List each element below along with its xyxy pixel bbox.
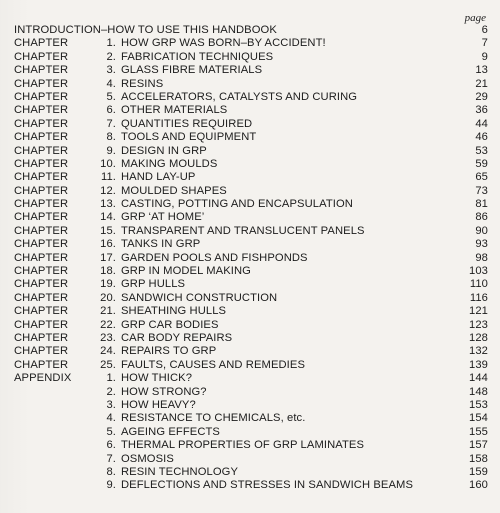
chapter-page: 59 <box>475 157 488 170</box>
appendix-page: 157 <box>469 439 488 452</box>
chapter-page: 132 <box>469 345 488 358</box>
appendix-page: 160 <box>469 479 488 492</box>
chapter-page: 29 <box>475 90 488 103</box>
chapter-page: 93 <box>475 238 488 251</box>
chapter-page: 7 <box>481 37 488 50</box>
chapter-title: HAND LAY-UP <box>121 171 196 184</box>
chapter-page: 90 <box>475 224 488 237</box>
chapter-title: FAULTS, CAUSES AND REMEDIES <box>121 358 306 371</box>
chapter-page: 36 <box>475 104 488 117</box>
chapter-number: 23. <box>100 331 116 344</box>
toc-chapter-row <box>14 185 488 198</box>
appendix-page: 148 <box>469 385 488 398</box>
chapter-title: TOOLS AND EQUIPMENT <box>121 131 257 144</box>
chapter-number: 10. <box>100 157 116 170</box>
chapter-page: 128 <box>469 331 488 344</box>
chapter-label: CHAPTER <box>14 157 69 170</box>
chapter-page: 123 <box>469 318 488 331</box>
page-column-heading: page <box>464 12 486 24</box>
toc-chapter-row <box>14 51 488 64</box>
chapter-label: CHAPTER <box>14 117 69 130</box>
chapter-label: CHAPTER <box>14 198 69 211</box>
appendix-title: HOW HEAVY? <box>121 398 196 411</box>
toc-appendix-row <box>14 412 488 425</box>
toc-chapter-row <box>14 319 488 332</box>
toc-chapter-row <box>14 171 488 184</box>
chapter-label: CHAPTER <box>14 50 69 63</box>
toc-chapter-row <box>14 238 488 251</box>
appendix-page: 154 <box>469 412 488 425</box>
chapter-title: OTHER MATERIALS <box>121 104 228 117</box>
chapter-title: MAKING MOULDS <box>121 157 218 170</box>
chapter-title: GLASS FIBRE MATERIALS <box>121 64 263 77</box>
chapter-page: 53 <box>475 144 488 157</box>
chapter-number: 18. <box>100 265 116 278</box>
chapter-title: FABRICATION TECHNIQUES <box>121 50 274 63</box>
toc-chapter-row <box>14 104 488 117</box>
chapter-page: 73 <box>475 184 488 197</box>
chapter-title: GRP ‘AT HOME’ <box>121 211 205 224</box>
chapter-title: DESIGN IN GRP <box>121 144 207 157</box>
chapter-label: CHAPTER <box>14 291 69 304</box>
toc-appendix-row <box>14 453 488 466</box>
toc-chapter-row <box>14 131 488 144</box>
chapter-page: 110 <box>469 278 488 291</box>
chapter-title: SHEATHING HULLS <box>121 305 227 318</box>
chapter-page: 13 <box>475 64 488 77</box>
chapter-title: RESINS <box>121 77 164 90</box>
appendix-page: 153 <box>469 398 488 411</box>
chapter-number: 20. <box>100 291 116 304</box>
chapter-label: CHAPTER <box>14 211 69 224</box>
toc-chapter-row <box>14 292 488 305</box>
chapter-label: CHAPTER <box>14 238 69 251</box>
chapter-number: 6. <box>106 104 116 117</box>
chapter-page: 46 <box>475 131 488 144</box>
appendix-title: RESISTANCE TO CHEMICALS, etc. <box>121 412 306 425</box>
appendix-page: 158 <box>469 452 488 465</box>
chapter-list <box>14 37 488 372</box>
chapter-title: GRP IN MODEL MAKING <box>121 265 251 278</box>
toc-appendix-row <box>14 399 488 412</box>
chapter-label: CHAPTER <box>14 104 69 117</box>
toc-chapter-row <box>14 118 488 131</box>
toc-appendix-row <box>14 372 488 385</box>
chapter-number: 2. <box>106 50 116 63</box>
chapter-label: CHAPTER <box>14 251 69 264</box>
chapter-number: 12. <box>100 184 116 197</box>
intro-page: 6 <box>481 24 488 36</box>
chapter-title: MOULDED SHAPES <box>121 184 227 197</box>
chapter-number: 8. <box>106 131 116 144</box>
chapter-label: CHAPTER <box>14 77 69 90</box>
chapter-title: CAR BODY REPAIRS <box>121 331 233 344</box>
appendix-number: 2. <box>106 385 116 398</box>
appendix-number: 5. <box>106 425 116 438</box>
chapter-title: GARDEN POOLS AND FISHPONDS <box>121 251 308 264</box>
toc-chapter-row <box>14 37 488 50</box>
table-of-contents <box>14 24 488 493</box>
appendix-title: THERMAL PROPERTIES OF GRP LAMINATES <box>121 439 365 452</box>
toc-intro-row <box>14 24 488 37</box>
toc-chapter-row <box>14 332 488 345</box>
chapter-page: 121 <box>469 305 488 318</box>
appendix-list <box>14 372 488 493</box>
chapter-number: 13. <box>100 198 116 211</box>
toc-chapter-row <box>14 345 488 358</box>
chapter-label: CHAPTER <box>14 131 69 144</box>
appendix-number: 7. <box>106 452 116 465</box>
toc-chapter-row <box>14 265 488 278</box>
chapter-number: 22. <box>100 318 116 331</box>
chapter-label: CHAPTER <box>14 358 69 371</box>
chapter-label: CHAPTER <box>14 171 69 184</box>
chapter-page: 9 <box>481 50 488 63</box>
toc-chapter-row <box>14 78 488 91</box>
chapter-page: 81 <box>475 198 488 211</box>
chapter-page: 44 <box>475 117 488 130</box>
chapter-title: TANKS IN GRP <box>121 238 201 251</box>
chapter-number: 17. <box>100 251 116 264</box>
toc-chapter-row <box>14 359 488 372</box>
toc-appendix-row <box>14 466 488 479</box>
chapter-page: 98 <box>475 251 488 264</box>
appendix-title: OSMOSIS <box>121 452 174 465</box>
chapter-label: CHAPTER <box>14 37 69 50</box>
toc-chapter-row <box>14 198 488 211</box>
chapter-number: 1. <box>106 37 116 50</box>
chapter-label: CHAPTER <box>14 278 69 291</box>
toc-appendix-row <box>14 479 488 492</box>
chapter-number: 15. <box>100 224 116 237</box>
chapter-number: 9. <box>106 144 116 157</box>
chapter-title: ACCELERATORS, CATALYSTS AND CURING <box>121 90 358 103</box>
chapter-number: 3. <box>106 64 116 77</box>
chapter-number: 4. <box>106 77 116 90</box>
toc-chapter-row <box>14 158 488 171</box>
chapter-label: CHAPTER <box>14 144 69 157</box>
toc-chapter-row <box>14 64 488 77</box>
chapter-label: CHAPTER <box>14 90 69 103</box>
chapter-title: SANDWICH CONSTRUCTION <box>121 291 278 304</box>
appendix-number: 6. <box>106 439 116 452</box>
appendix-number: 4. <box>106 412 116 425</box>
toc-appendix-row <box>14 386 488 399</box>
chapter-page: 139 <box>469 358 488 371</box>
chapter-page: 21 <box>475 77 488 90</box>
chapter-page: 86 <box>475 211 488 224</box>
chapter-title: HOW GRP WAS BORN–BY ACCIDENT! <box>121 37 326 50</box>
appendix-number: 3. <box>106 398 116 411</box>
chapter-title: TRANSPARENT AND TRANSLUCENT PANELS <box>121 224 365 237</box>
appendix-title: DEFLECTIONS AND STRESSES IN SANDWICH BEAMS <box>121 479 414 492</box>
toc-chapter-row <box>14 145 488 158</box>
chapter-number: 24. <box>100 345 116 358</box>
toc-chapter-row <box>14 91 488 104</box>
chapter-number: 11. <box>100 171 116 184</box>
appendix-page: 155 <box>469 425 488 438</box>
chapter-label: CHAPTER <box>14 305 69 318</box>
chapter-number: 21. <box>100 305 116 318</box>
toc-appendix-row <box>14 439 488 452</box>
toc-chapter-row <box>14 305 488 318</box>
chapter-number: 7. <box>106 117 116 130</box>
chapter-page: 116 <box>469 291 488 304</box>
chapter-label: CHAPTER <box>14 345 69 358</box>
chapter-number: 14. <box>100 211 116 224</box>
toc-appendix-row <box>14 426 488 439</box>
chapter-label: CHAPTER <box>14 64 69 77</box>
chapter-title: CASTING, POTTING AND ENCAPSULATION <box>121 198 353 211</box>
intro-title: INTRODUCTION–HOW TO USE THIS HANDBOOK <box>14 24 277 36</box>
chapter-number: 19. <box>100 278 116 291</box>
appendix-title: HOW STRONG? <box>121 385 207 398</box>
toc-chapter-row <box>14 211 488 224</box>
chapter-title: GRP CAR BODIES <box>121 318 219 331</box>
chapter-label: CHAPTER <box>14 184 69 197</box>
appendix-page: 144 <box>469 372 488 385</box>
appendix-page: 159 <box>469 465 488 478</box>
chapter-page: 65 <box>475 171 488 184</box>
chapter-number: 25. <box>100 358 116 371</box>
appendix-title: RESIN TECHNOLOGY <box>121 465 239 478</box>
chapter-label: CHAPTER <box>14 331 69 344</box>
chapter-title: REPAIRS TO GRP <box>121 345 217 358</box>
chapter-number: 5. <box>106 90 116 103</box>
chapter-label: CHAPTER <box>14 265 69 278</box>
chapter-label: CHAPTER <box>14 318 69 331</box>
chapter-label: CHAPTER <box>14 224 69 237</box>
toc-chapter-row <box>14 252 488 265</box>
chapter-number: 16. <box>100 238 116 251</box>
appendix-label: APPENDIX <box>14 372 72 385</box>
chapter-page: 103 <box>469 265 488 278</box>
toc-chapter-row <box>14 278 488 291</box>
toc-chapter-row <box>14 225 488 238</box>
appendix-title: AGEING EFFECTS <box>121 425 220 438</box>
appendix-number: 9. <box>106 479 116 492</box>
appendix-title: HOW THICK? <box>121 372 193 385</box>
chapter-title: QUANTITIES REQUIRED <box>121 117 253 130</box>
appendix-number: 8. <box>106 465 116 478</box>
chapter-title: GRP HULLS <box>121 278 186 291</box>
appendix-number: 1. <box>106 372 116 385</box>
